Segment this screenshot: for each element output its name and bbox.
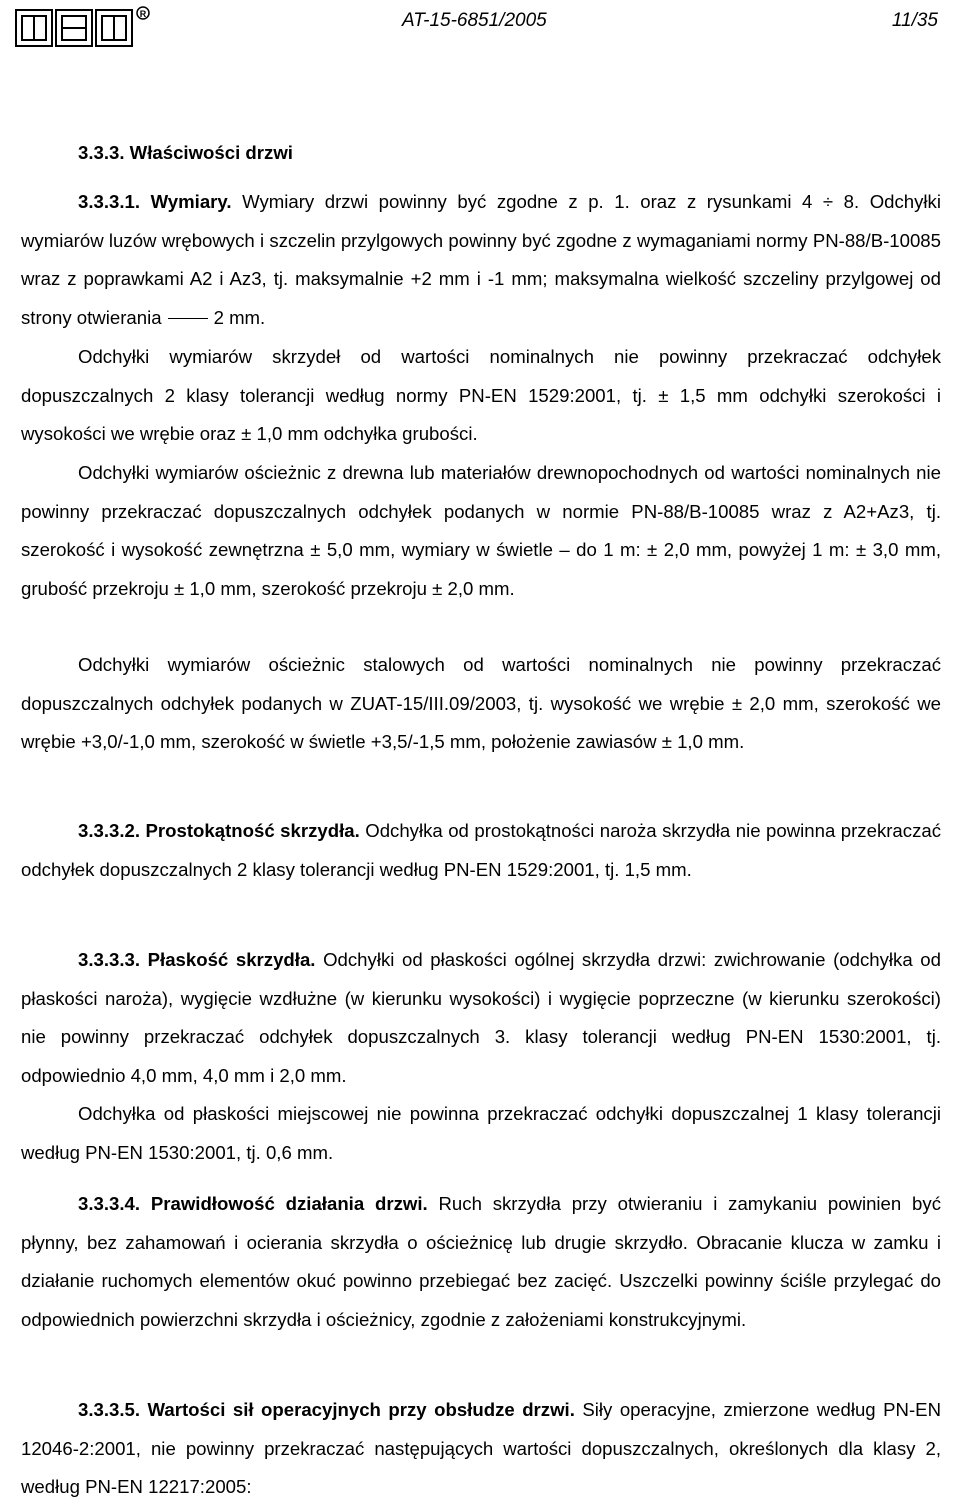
- paragraph-leaf-deviations: Odchyłki wymiarów skrzydeł od wartości nominalnych nie powinny przekraczać odchyłek dopuszczalnych 2 klasy tolerancji według normy PN-EN 1529:2001, tj. ± 1,5 mm odchyłki szerokości i wysokości we wrębie oraz ± 1,0 mm odchyłka grubości.: [21, 346, 941, 444]
- section-title: Prawidłowość działania drzwi.: [150, 1193, 428, 1214]
- paragraph-steel-frame-deviations: Odchyłki wymiarów ościeżnic stalowych od wartości nominalnych nie powinny przekraczać dopuszczalnych odchyłek podanych w ZUAT-15/III.09/2003, tj. wysokość we wrębie ± 2,0 mm, szerokość we wrębie +3,0/-1,0 mm, szerokość w świetle +3,5/-1,5 mm, położenie zawiasów ± 1,0 mm.: [21, 654, 941, 752]
- paragraph-text: Siły operacyjne, zmierzone według PN-EN 12046-2:2001, nie powinny przekraczać następujących wartości dopuszczalnych, określonych dla klasy 2, według PN-EN 12217:2005:: [21, 1399, 941, 1497]
- section-heading-3-3-3: 3.3.3. Właściwości drzwi: [78, 142, 293, 163]
- em-dash: [168, 318, 208, 320]
- paragraph-text: Ruch skrzydła przy otwieraniu i zamykaniu powinien być płynny, bez zahamowań i ocierania skrzydła o ościeżnicę lub drugie skrzydło. Obracanie klucza w zamku i działanie ruchomych elementów okuć powinno przebiegać bez zacięć. Uszczelki powinny ściśle przylegać do odpowiednich powierzchni skrzydła i ościeżnicy, zgodnie z założeniami konstrukcyjnymi.: [21, 1193, 941, 1330]
- paragraph-text: Odchyłka od prostokątności naroża skrzydła nie powinna przekraczać odchyłek dopuszczalnych 2 klasy tolerancji według PN-EN 1529:2001, tj. 1,5 mm.: [21, 820, 942, 880]
- section-title: Prostokątność skrzydła.: [145, 820, 360, 841]
- itb-logo: [14, 4, 154, 52]
- section-number: 3.3.3.2.: [78, 820, 141, 841]
- paragraph-text-end: 2 mm.: [213, 306, 266, 328]
- section-title: Wartości sił operacyjnych przy obsłudze drzwi.: [147, 1399, 575, 1420]
- paragraph-squareness: [21, 812, 941, 889]
- section-number: 3.3.3.1.: [78, 191, 141, 212]
- paragraph-wood-frame-deviations: Odchyłki wymiarów ościeżnic z drewna lub materiałów drewnopochodnych od wartości nominalnych nie powinny przekraczać dopuszczalnych odchyłek podanych w normie PN-88/B-10085 wraz z A2+Az3, tj. szerokość i wysokość zewnętrzna ± 5,0 mm, wymiary w świetle – do 1 m: ± 2,0 mm, powyżej 1 m: ± 3,0 mm, grubość przekroju ± 1,0 mm, szerokość przekroju ± 2,0 mm.: [21, 462, 941, 599]
- paragraph-flatness: [21, 941, 941, 1095]
- page-number: 11/35: [891, 10, 938, 31]
- document-reference: AT-15-6851/2005: [402, 10, 547, 31]
- paragraph-dimensions: [21, 183, 941, 337]
- svg-text:R: R: [139, 9, 147, 19]
- section-title: Płaskość skrzydła.: [147, 949, 316, 970]
- section-number: 3.3.3.4.: [78, 1193, 141, 1214]
- paragraph-operation: [21, 1185, 941, 1339]
- paragraph-operating-forces: [21, 1391, 941, 1507]
- section-number: 3.3.3.5.: [78, 1399, 141, 1420]
- paragraph-text: Wymiary drzwi powinny być zgodne z p. 1. oraz z rysunkami 4 ÷ 8. Odchyłki wymiarów luzów wrębowych i szczelin przylgowych powinny być zgodne z wymaganiami normy PN-88/B-10085 wraz z poprawkami A2 i Az3, tj. maksymalnie +2 mm i -1 mm; maksymalna wielkość szczeliny przylgowej od strony otwierania: [21, 191, 941, 328]
- paragraph-text: Odchyłki od płaskości ogólnej skrzydła drzwi: zwichrowanie (odchyłka od płaskości naroża), wygięcie wzdłużne (w kierunku wysokości) i wygięcie poprzeczne (w kierunku szerokości) nie powinny przekraczać odchyłek dopuszczalnych 3. klasy tolerancji według PN-EN 1530:2001, tj. odpowiednio 4,0 mm, 4,0 mm i 2,0 mm.: [21, 949, 941, 1086]
- paragraph-local-flatness: Odchyłka od płaskości miejscowej nie powinna przekraczać odchyłki dopuszczalnej 1 klasy tolerancji według PN-EN 1530:2001, tj. 0,6 mm.: [21, 1103, 941, 1163]
- section-title: Wymiary.: [150, 191, 232, 212]
- section-number: 3.3.3.3.: [78, 949, 141, 970]
